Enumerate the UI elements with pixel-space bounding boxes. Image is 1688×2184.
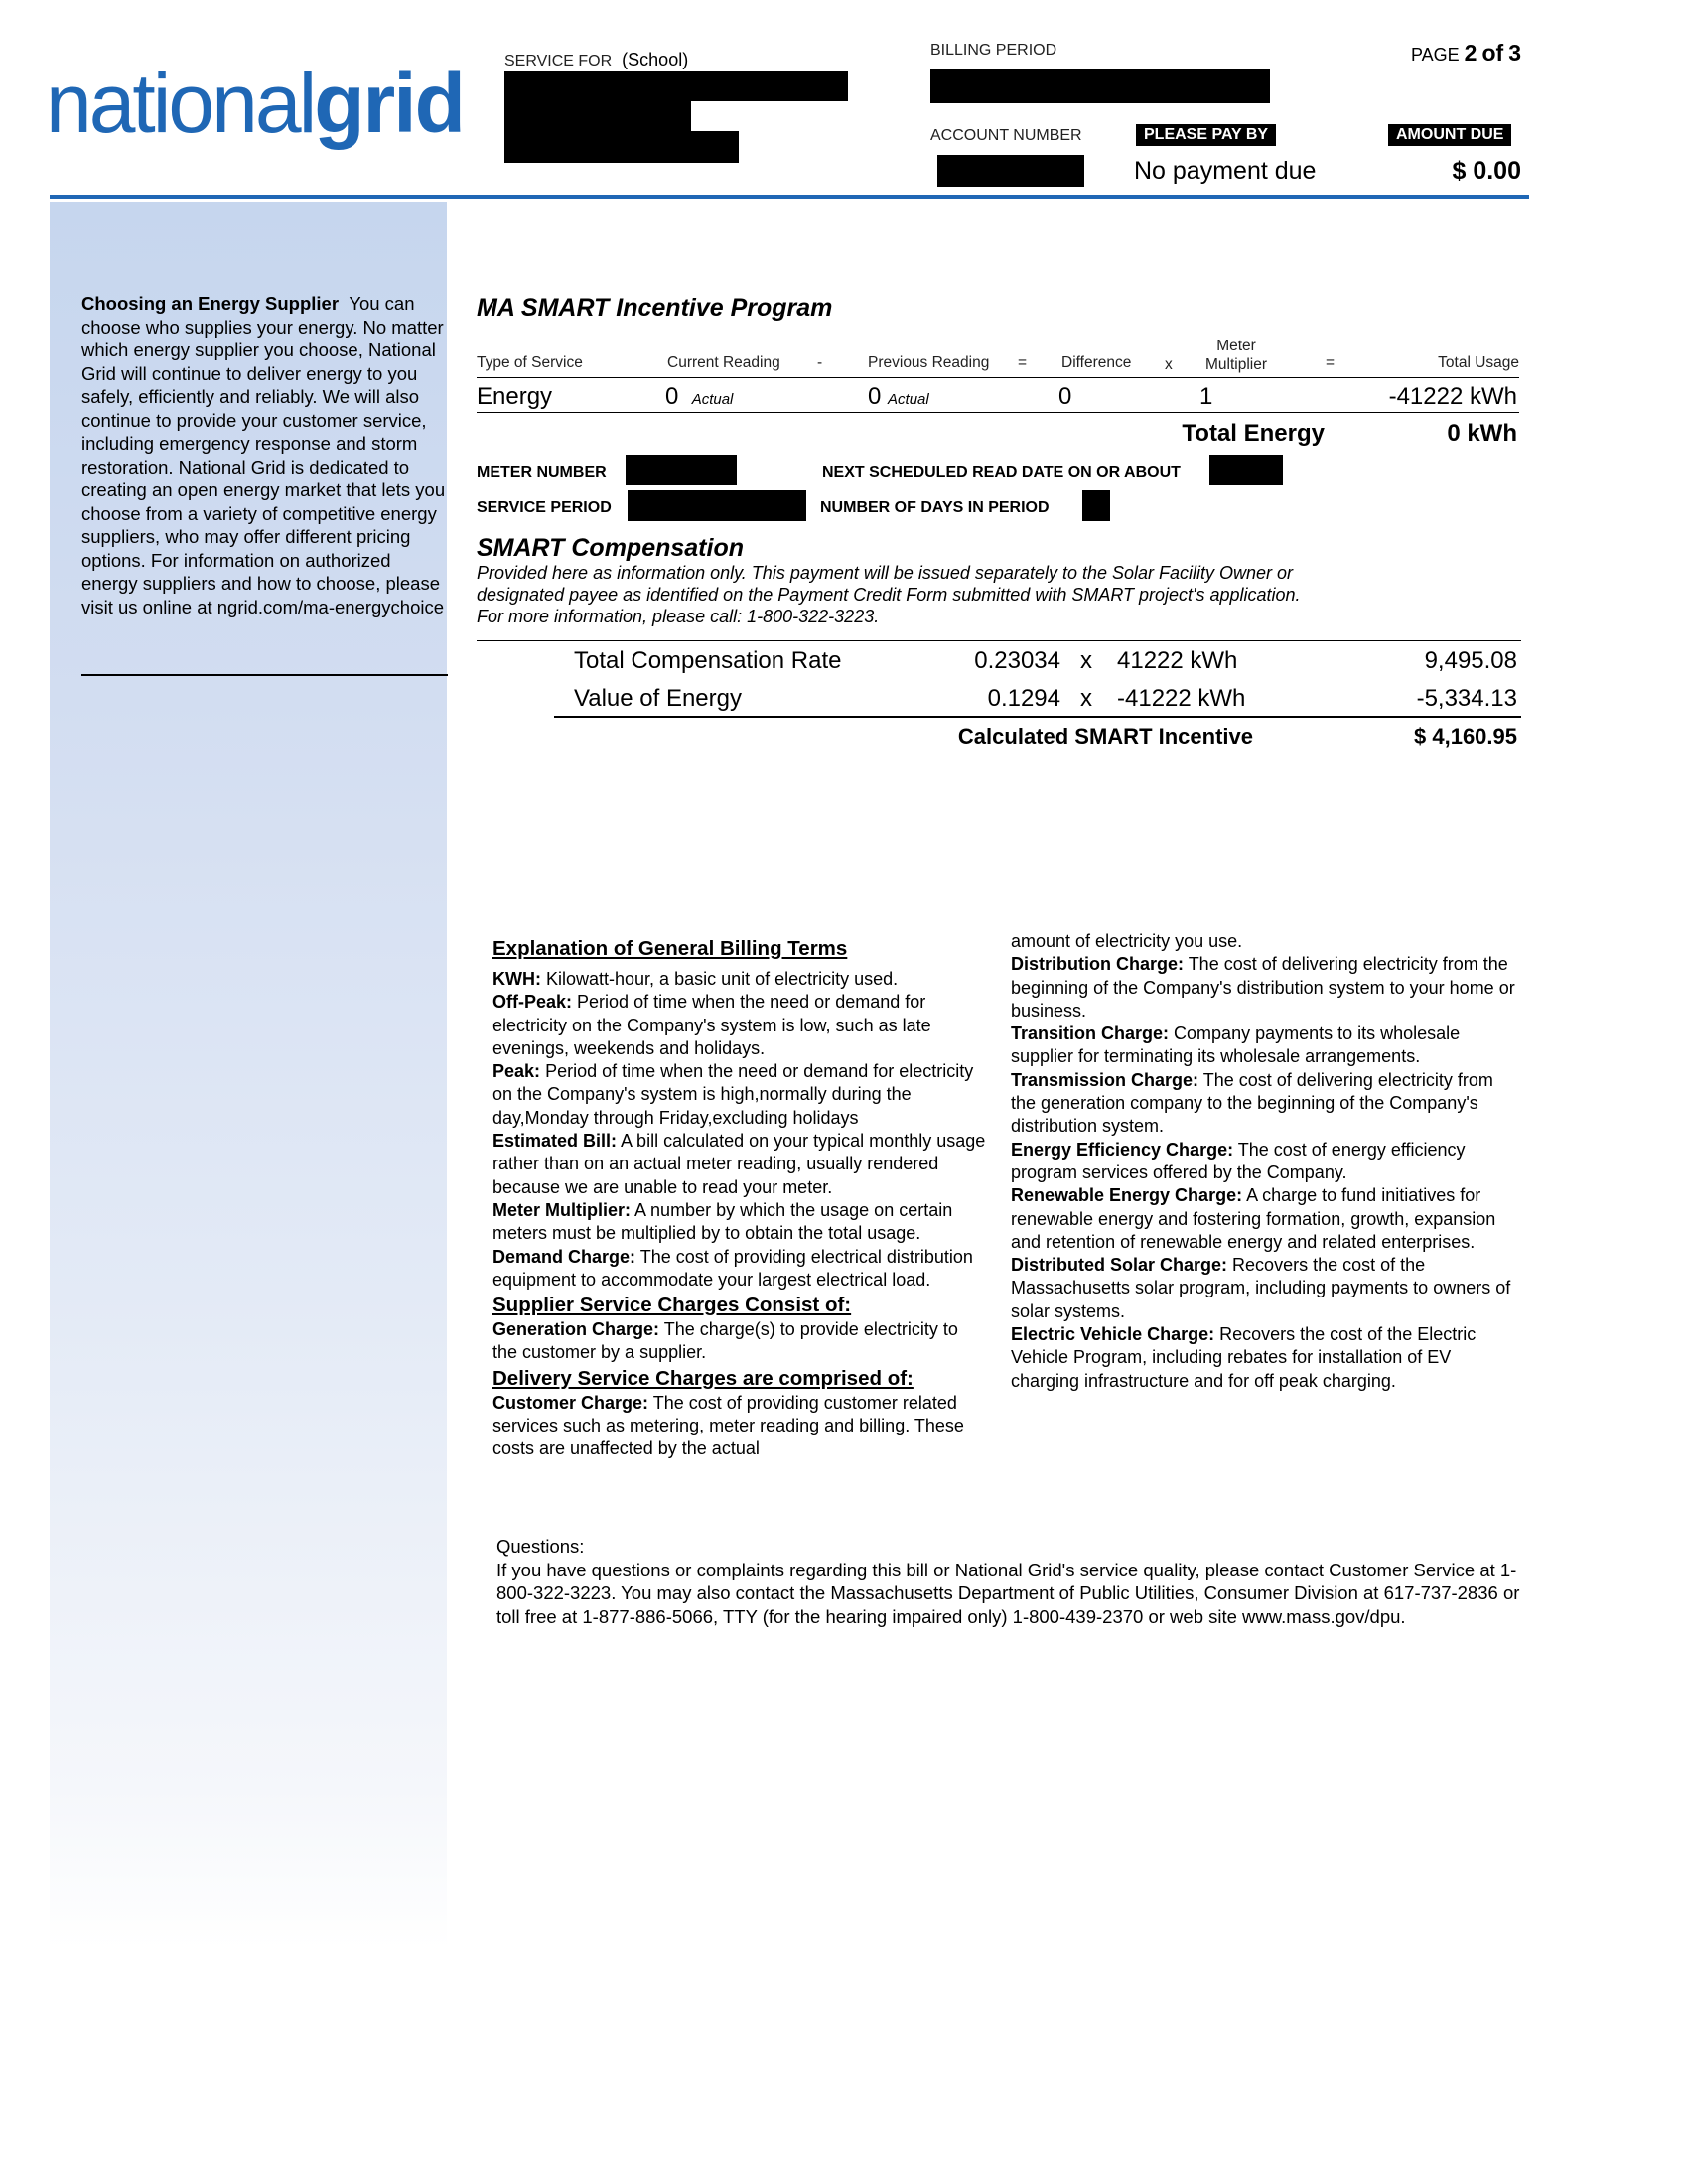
- comp-row2-amount: -5,334.13: [1416, 685, 1517, 712]
- billing-term-definition: A bill calculated on your typical monthly usage rather than on an actual meter reading, usually rendered because we are unable to read your meter.: [492, 1131, 986, 1197]
- questions-label: Questions:: [496, 1536, 585, 1557]
- col-previous-reading: Previous Reading: [868, 354, 990, 371]
- billing-term-name: Energy Efficiency Charge:: [1011, 1139, 1234, 1160]
- usage-previous-value: 0: [868, 383, 882, 410]
- billing-term-item: [1011, 1254, 1517, 1323]
- usage-difference: 0: [1058, 383, 1072, 410]
- billing-term-definition: Period of time when the need or demand for electricity on the Company's system is high,normally during the day,Monday through Friday,excluding holidays: [492, 1061, 974, 1128]
- billing-term-definition: The charge(s) to provide electricity to the customer by a supplier.: [492, 1319, 958, 1363]
- delivery-charges-heading: Delivery Service Charges are comprised of:: [492, 1366, 914, 1390]
- page-of: of: [1481, 40, 1504, 66]
- redacted-service-address-2: [504, 131, 739, 163]
- national-grid-logo: [46, 57, 464, 150]
- col-total-usage: Total Usage: [1438, 354, 1519, 371]
- please-pay-by-label: PLEASE PAY BY: [1136, 124, 1276, 146]
- compensation-top-rule: [477, 640, 1521, 641]
- supplier-charges-heading: Supplier Service Charges Consist of:: [492, 1294, 852, 1317]
- energy-supplier-info: [81, 292, 449, 618]
- usage-type: Energy: [477, 383, 553, 410]
- redacted-service-name: [504, 71, 848, 101]
- redacted-meter-number: [626, 455, 737, 485]
- col-meter-line1: Meter: [1216, 338, 1256, 354]
- billing-term-item: [492, 1392, 987, 1461]
- billing-term-name: Distributed Solar Charge:: [1011, 1255, 1228, 1276]
- service-period-label: SERVICE PERIOD: [477, 499, 612, 516]
- col-type-of-service: Type of Service: [477, 354, 583, 371]
- compensation-note-line1: Provided here as information only. This payment will be issued separately to the Solar Facility Owner or: [477, 563, 1294, 583]
- billing-term-definition: The cost of providing electrical distribution equipment to accommodate your largest electrical load.: [492, 1246, 973, 1290]
- compensation-note: [477, 562, 1529, 627]
- billing-term-item: [492, 991, 987, 1060]
- billing-term-item: [1011, 1323, 1517, 1393]
- comp-row1-x: x: [1080, 647, 1092, 674]
- header-divider: [50, 195, 1529, 199]
- comp-row1-amount: 9,495.08: [1424, 647, 1517, 674]
- calculated-incentive-label: Calculated SMART Incentive: [957, 724, 1253, 749]
- billing-term-item: [1011, 1069, 1517, 1139]
- billing-terms-title: Explanation of General Billing Terms: [492, 937, 848, 960]
- billing-terms-right-list: [1011, 953, 1517, 1393]
- billing-term-definition: A charge to fund initiatives for renewable energy and fostering formation, growth, expansion and retention of renewable energy and related enterprises.: [1011, 1185, 1496, 1252]
- comp-row2-rate: 0.1294: [987, 685, 1060, 712]
- col-equals-1: =: [1018, 354, 1028, 371]
- energy-supplier-body: You can choose who supplies your energy. No matter which energy supplier you choose, National Grid will continue to deliver energy to you safely, efficiently and reliably. We will also continue to provide your customer service, including emergency response and storm restoration. National Grid is dedicated to creating an open energy market that lets you choose from a variety of competitive energy suppliers, who may offer different pricing options. For information on authorized energy suppliers and how to choose, please visit us online at ngrid.com/ma-energychoice: [81, 293, 446, 617]
- next-read-label: NEXT SCHEDULED READ DATE ON OR ABOUT: [822, 464, 1181, 480]
- billing-term-item: [1011, 953, 1517, 1023]
- logo-bold-text: grid: [314, 57, 464, 150]
- billing-term-definition: Period of time when the need or demand for electricity on the Company's system is low, such as late evenings, weekends and holidays.: [492, 992, 931, 1058]
- service-for-type: (School): [622, 50, 689, 69]
- redacted-account-number: [937, 155, 1084, 187]
- billing-term-definition: The cost of delivering electricity from the generation company to the beginning of the Company's distribution system.: [1011, 1069, 1493, 1137]
- days-in-period-label: NUMBER OF DAYS IN PERIOD: [820, 499, 1050, 516]
- billing-term-definition: Kilowatt-hour, a basic unit of electricity used.: [546, 969, 899, 989]
- billing-term-name: Customer Charge:: [492, 1392, 649, 1413]
- billing-term-name: Transition Charge:: [1011, 1024, 1170, 1044]
- usage-total: -41222 kWh: [1388, 383, 1517, 410]
- billing-term-name: Estimated Bill:: [492, 1131, 618, 1152]
- comp-row1-rate: 0.23034: [974, 647, 1060, 674]
- billing-term-item: [492, 1060, 987, 1130]
- redacted-next-read-date: [1209, 455, 1283, 485]
- comp-row2-x: x: [1080, 685, 1092, 712]
- billing-terms-right-column: [1011, 930, 1517, 1393]
- billing-term-name: Meter Multiplier:: [492, 1199, 632, 1220]
- supplier-charges-list: [492, 1318, 987, 1365]
- billing-term-item: [492, 1130, 987, 1199]
- billing-term-name: KWH:: [492, 969, 541, 989]
- questions-section: [496, 1535, 1529, 1628]
- page-current: 2: [1464, 40, 1477, 66]
- amount-due-value: $ 0.00: [1452, 157, 1521, 185]
- smart-program-title: MA SMART Incentive Program: [477, 294, 833, 322]
- compensation-total-rule: [554, 716, 1521, 718]
- page-total: 3: [1508, 40, 1521, 66]
- comp-row1-label: Total Compensation Rate: [574, 647, 842, 674]
- compensation-note-line2: designated payee as identified on the Payment Credit Form submitted with SMART project's application.: [477, 585, 1301, 605]
- col-equals-2: =: [1326, 354, 1336, 371]
- questions-body: If you have questions or complaints regarding this bill or National Grid's service quality, please contact Customer Service at 1-800-322-3223. You may also contact the Massachusetts Department of Public Utilities, Consumer Division at 617-737-2836 or toll free at 1-877-886-5066, TTY (for the hearing impaired only) 1-800-439-2370 or web site www.mass.gov/dpu.: [496, 1559, 1520, 1627]
- billing-term-name: Generation Charge:: [492, 1319, 660, 1340]
- usage-header-rule: [477, 377, 1519, 378]
- delivery-charges-left-list: [492, 1392, 987, 1461]
- billing-term-definition: The cost of energy efficiency program services offered by the Company.: [1011, 1139, 1466, 1182]
- billing-term-item: [1011, 1184, 1517, 1254]
- col-meter-multiplier: [1192, 337, 1281, 374]
- total-energy-value: 0 kWh: [1447, 420, 1517, 447]
- billing-term-item: [1011, 1139, 1517, 1185]
- comp-row2-label: Value of Energy: [574, 685, 742, 712]
- billing-term-definition: The cost of providing customer related services such as metering, meter reading and billing. These costs are unaffected by the actual: [492, 1392, 964, 1459]
- billing-term-name: Off-Peak:: [492, 992, 573, 1013]
- service-for-label-text: SERVICE FOR: [504, 53, 613, 69]
- comp-row1-qty: 41222 kWh: [1117, 647, 1238, 674]
- billing-term-item: [492, 1246, 987, 1293]
- billing-term-name: Transmission Charge:: [1011, 1069, 1199, 1090]
- comp-row2-qty: -41222 kWh: [1117, 685, 1246, 712]
- sidebar-divider: [81, 674, 448, 676]
- billing-term-definition: The cost of delivering electricity from the beginning of the Company's distribution system to your home or business.: [1011, 954, 1515, 1021]
- calculated-incentive-value: $ 4,160.95: [1414, 724, 1517, 749]
- billing-term-item: [492, 1318, 987, 1365]
- usage-row-rule: [477, 412, 1519, 413]
- customer-charge-continuation: amount of electricity you use.: [1011, 931, 1243, 951]
- service-for-label: [504, 50, 688, 70]
- page-label: PAGE: [1410, 45, 1460, 65]
- account-number-label: ACCOUNT NUMBER: [930, 127, 1082, 144]
- amount-due-label: AMOUNT DUE: [1388, 124, 1511, 146]
- redacted-billing-period: [930, 69, 1270, 103]
- usage-previous-note: Actual: [888, 391, 929, 408]
- billing-term-name: Demand Charge:: [492, 1246, 636, 1267]
- billing-term-item: [492, 1199, 987, 1246]
- col-minus: -: [817, 354, 823, 371]
- logo-light-text: national: [46, 57, 315, 150]
- redacted-days-in-period: [1082, 490, 1110, 521]
- billing-term-name: Renewable Energy Charge:: [1011, 1185, 1243, 1206]
- billing-term-item: [1011, 1023, 1517, 1069]
- usage-current: [665, 383, 733, 411]
- col-current-reading: Current Reading: [667, 354, 780, 371]
- please-pay-by-value: No payment due: [1134, 157, 1317, 185]
- usage-previous: [868, 383, 929, 411]
- redacted-service-period: [628, 490, 806, 521]
- billing-term-definition: Recovers the cost of the Electric Vehicle Program, including rebates for installation of EV charging infrastructure and for off peak charging.: [1011, 1324, 1477, 1391]
- col-difference: Difference: [1061, 354, 1132, 371]
- billing-term-name: Distribution Charge:: [1011, 954, 1184, 975]
- usage-current-note: Actual: [691, 391, 734, 408]
- redacted-service-address-1: [504, 99, 691, 131]
- billing-term-item: [492, 968, 987, 991]
- billing-term-definition: Company payments to its wholesale supplier for terminating its wholesale arrangements.: [1011, 1024, 1461, 1067]
- col-times: x: [1165, 356, 1173, 373]
- usage-multiplier: 1: [1199, 383, 1213, 410]
- compensation-note-line3: For more information, please call: 1-800-322-3223.: [477, 607, 880, 626]
- billing-terms-left-list: [492, 968, 987, 1292]
- total-energy-label: Total Energy: [1182, 420, 1325, 447]
- billing-term-name: Peak:: [492, 1061, 541, 1082]
- billing-term-definition: A number by which the usage on certain meters must be multiplied by to obtain the total usage.: [492, 1199, 953, 1244]
- page-indicator: [1411, 40, 1521, 67]
- usage-current-value: 0: [665, 383, 679, 410]
- smart-compensation-title: SMART Compensation: [477, 534, 744, 562]
- energy-supplier-heading: Choosing an Energy Supplier: [81, 293, 340, 314]
- billing-term-definition: Recovers the cost of the Massachusetts solar program, including payments to owners of solar systems.: [1011, 1255, 1511, 1321]
- billing-terms-left-column: [492, 935, 987, 1461]
- billing-period-label: BILLING PERIOD: [930, 42, 1057, 59]
- col-meter-line2: Multiplier: [1204, 356, 1267, 373]
- meter-number-label: METER NUMBER: [477, 464, 607, 480]
- billing-term-name: Electric Vehicle Charge:: [1011, 1324, 1215, 1345]
